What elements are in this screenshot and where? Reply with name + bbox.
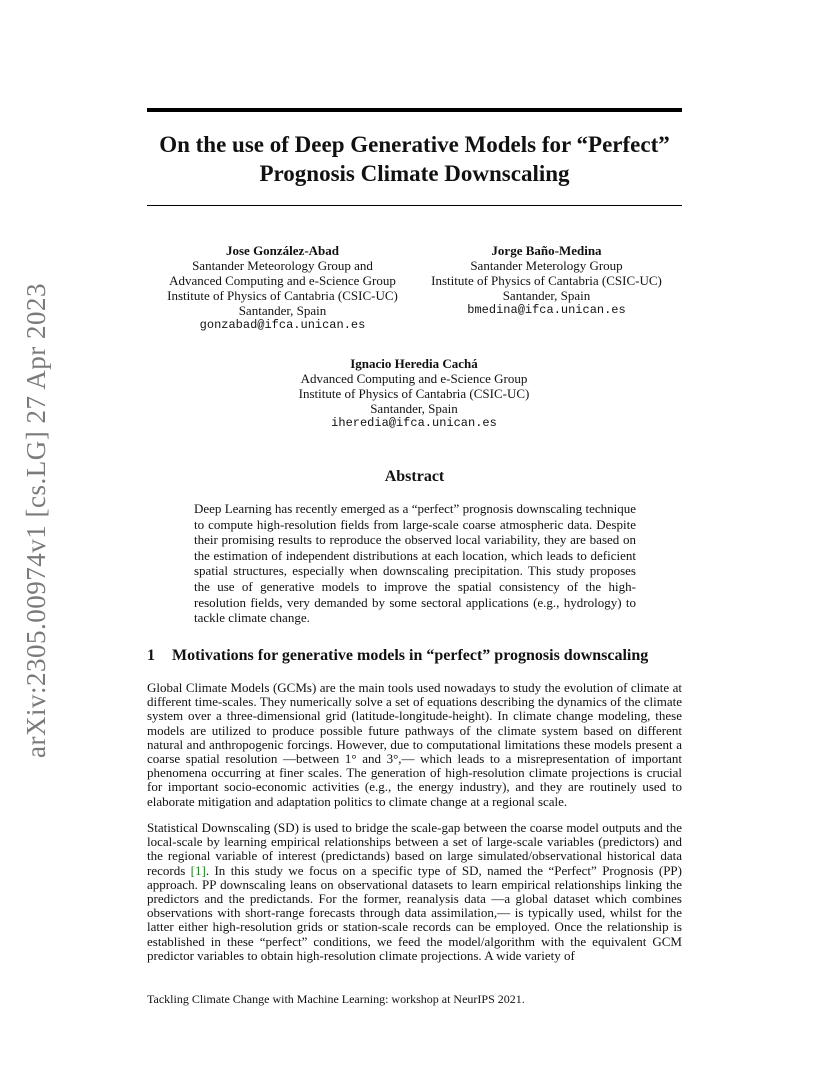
paragraph-text: Statistical Downscaling (SD) is used to bridge the scale-gap between the coarse model outputs and the local-scale by learning empirical relationships between a set of large-scale variables (predictors) and the regional variable of interest (predictands) based on large simulated/observational historical data records — [147, 820, 682, 878]
author-email[interactable]: gonzabad@ifca.unican.es — [199, 318, 366, 332]
abstract-heading: Abstract — [384, 468, 445, 485]
author-name: Jose González-Abad — [225, 243, 340, 258]
section-title: Motivations for generative models in “perfect” prognosis downscaling — [172, 647, 649, 664]
author-affiliation: Santander Meterology Group — [470, 258, 623, 273]
section-number: 1 — [147, 647, 155, 664]
paragraph-text: . In this study we focus on a specific type of SD, named the “Perfect” Prognosis (PP) approach. PP downscaling leans on observational datasets to learn empirical relationships linking the predictors and the predictands. For the former, reanalysis data —a global dataset which combines observations with short-range forecasts through data assimilation,— is typically used, whilst for the latter either high-resolution grids or station-scale records can be employed. Once the relationship is established in these “perfect” conditions, we feed the model/algorithm with the equivalent GCM predictor variables to obtain high-resolution climate projections. A wide variety of — [147, 862, 682, 963]
author-affiliation: Santander Meteorology Group and — [192, 258, 373, 273]
author-name: Ignacio Heredia Cachá — [350, 356, 478, 371]
author-affiliation: Advanced Computing and e-Science Group — [169, 273, 396, 288]
author-affiliation: Institute of Physics of Cantabria (CSIC-UC) — [167, 288, 398, 303]
arxiv-identifier-stamp — [18, 282, 54, 758]
section-heading — [147, 647, 682, 665]
author-block-gonzalez-abad — [160, 243, 405, 333]
body-paragraph-2 — [147, 821, 682, 963]
citation-link[interactable]: [1] — [190, 862, 206, 878]
author-name: Jorge Baño-Medina — [491, 243, 602, 258]
paper-title: On the use of Deep Generative Models for “Perfect” Prognosis Climate Downscaling — [159, 132, 670, 186]
footer-note: Tackling Climate Change with Machine Learning: workshop at NeurIPS 2021. — [147, 992, 525, 1006]
title-bottom-rule — [147, 205, 682, 206]
title-top-rule — [147, 108, 682, 112]
author-affiliation: Institute of Physics of Cantabria (CSIC-UC) — [298, 386, 530, 401]
author-affiliation: Institute of Physics of Cantabria (CSIC-UC) — [431, 273, 662, 288]
author-email[interactable]: bmedina@ifca.unican.es — [467, 303, 626, 317]
abstract-text: Deep Learning has recently emerged as a “perfect” prognosis downscaling technique to compute high-resolution fields from large-scale coarse atmospheric data. Despite their promising results to reproduce the observed local variability, they are based on the estimation of independent distributions at each location, which leads to deficient spatial structures, especially when downscaling precipitation. This study proposes the use of generative models to improve the spatial consistency of the high-resolution fields, very demanded by some sectoral applications (e.g., hydrology) to tackle climate change. — [194, 501, 636, 626]
author-email[interactable]: iheredia@ifca.unican.es — [331, 416, 497, 430]
arxiv-identifier-text: arXiv:2305.00974v1 [cs.LG] 27 Apr 2023 — [20, 282, 51, 758]
body-paragraph-1: Global Climate Models (GCMs) are the main tools used nowadays to study the evolution of climate at different time-scales. They numerically solve a set of equations describing the dynamics of the climate system over a three-dimensional grid (latitude-longitude-height). In climate change modeling, these models are utilized to produce possible future pathways of the climate system based on different natural and anthropogenic forcings. However, due to computational limitations these models present a coarse spatial resolution —between 1° and 3°,— which leads to a misrepresentation of important phenomena occurring at finer scales. The generation of high-resolution climate projections is crucial for important socio-economic activities (e.g., the energy industry), and they are routinely used to elaborate mitigation and adaptation politics to climate change at a regional scale. — [147, 680, 682, 809]
author-affiliation: Advanced Computing and e-Science Group — [300, 371, 528, 386]
author-location: Santander, Spain — [370, 401, 458, 416]
author-block-bano-medina — [425, 243, 668, 318]
author-block-heredia-cacha — [280, 356, 548, 431]
author-location: Santander, Spain — [238, 303, 327, 318]
author-location: Santander, Spain — [502, 288, 591, 303]
